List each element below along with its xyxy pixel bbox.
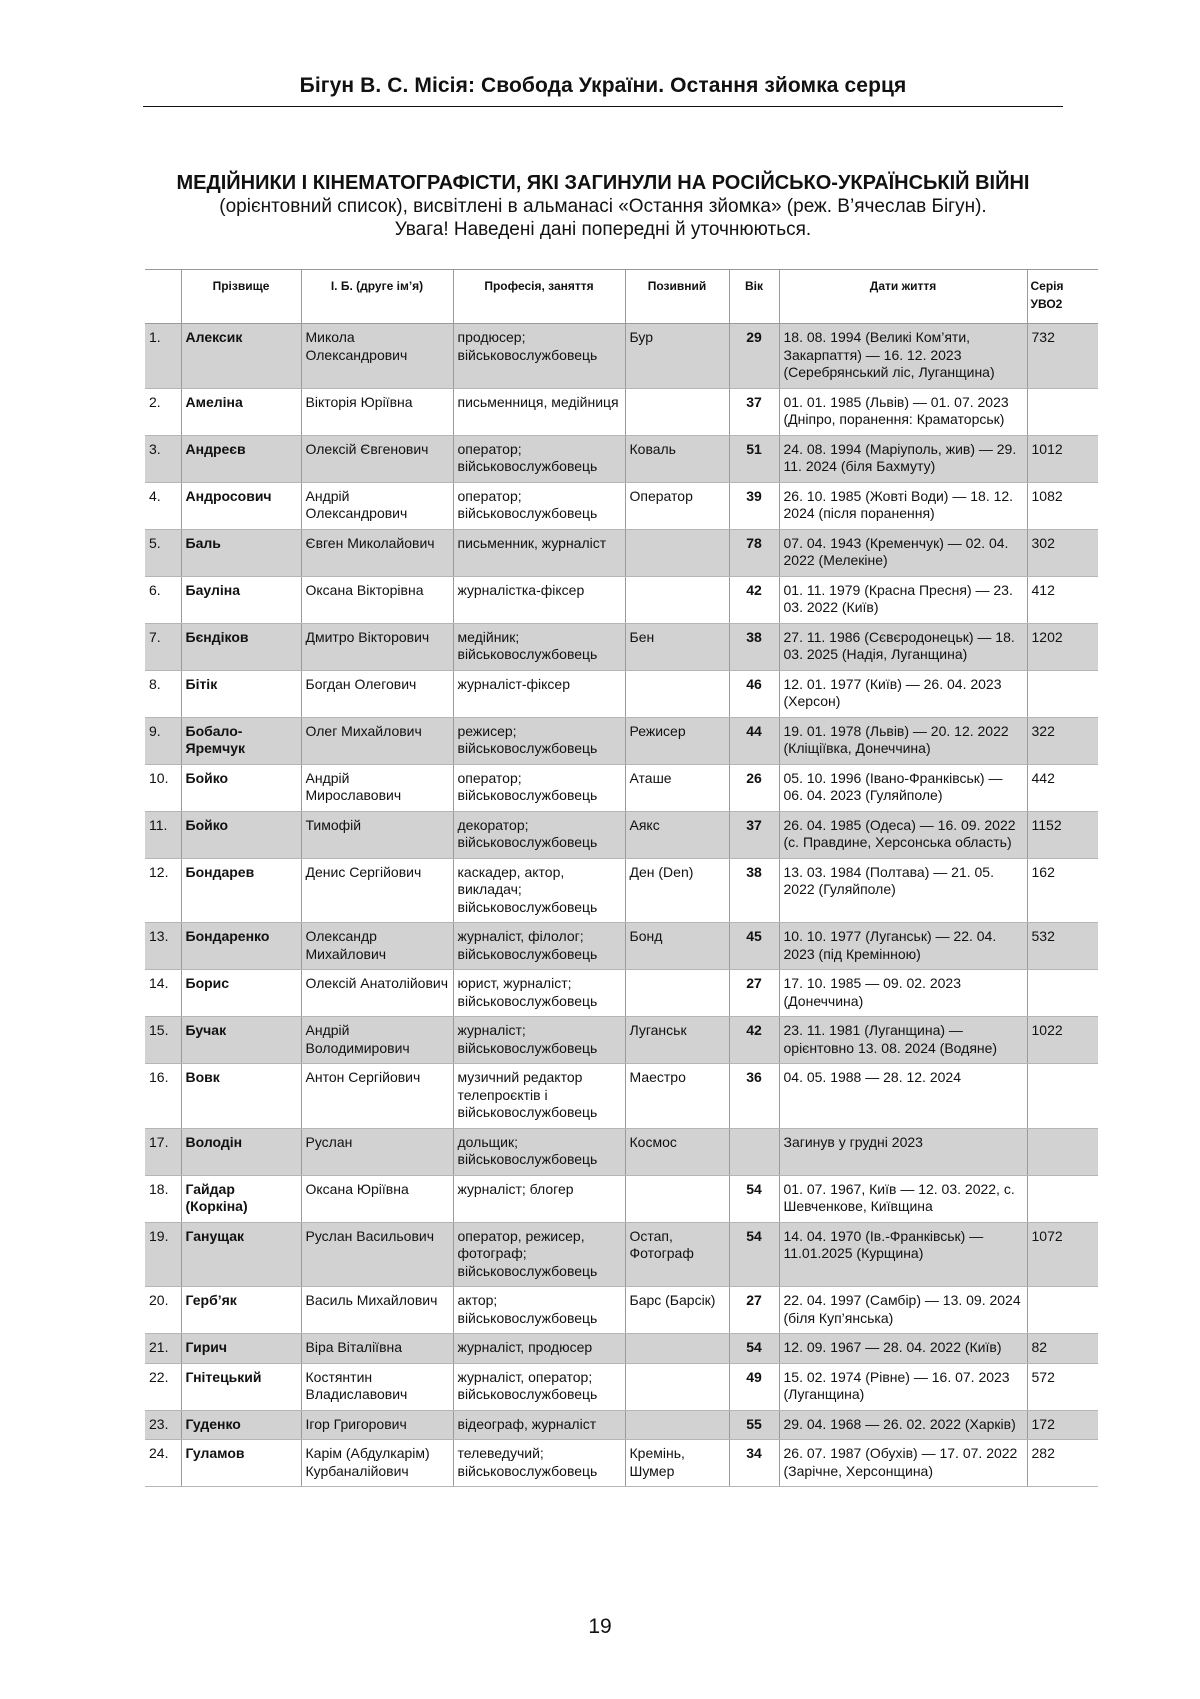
- callsign-cell: Барс (Барсік): [625, 1287, 729, 1334]
- series-cell: 1152: [1027, 811, 1098, 858]
- life-dates-cell: 01. 11. 1979 (Красна Пресня) — 23. 03. 2022 (Київ): [779, 576, 1027, 623]
- surname-cell: Володін: [181, 1128, 301, 1175]
- life-dates-cell: 29. 04. 1968 — 26. 02. 2022 (Харків): [779, 1410, 1027, 1440]
- row-number: 16.: [145, 1064, 181, 1129]
- given-name-cell: Руслан: [301, 1128, 453, 1175]
- life-dates-cell: 01. 01. 1985 (Львів) — 01. 07. 2023 (Дніпро, поранення: Краматорськ): [779, 388, 1027, 435]
- surname-cell: Алексик: [181, 324, 301, 389]
- table-row: [145, 324, 1098, 389]
- surname-cell: Гайдар (Коркіна): [181, 1175, 301, 1222]
- row-number: 22.: [145, 1363, 181, 1410]
- age-cell: 38: [729, 623, 779, 670]
- surname-cell: Герб’як: [181, 1287, 301, 1334]
- age-cell: 54: [729, 1334, 779, 1364]
- surname-cell: Бітік: [181, 670, 301, 717]
- given-name-cell: Денис Сергійович: [301, 858, 453, 923]
- callsign-cell: Кремінь, Шумер: [625, 1440, 729, 1487]
- series-cell: 1022: [1027, 1017, 1098, 1064]
- age-cell: 42: [729, 576, 779, 623]
- table-row: [145, 1287, 1098, 1334]
- given-name-cell: Руслан Васильович: [301, 1222, 453, 1287]
- header-num: [145, 270, 181, 324]
- surname-cell: Гнітецький: [181, 1363, 301, 1410]
- life-dates-cell: 24. 08. 1994 (Маріуполь, жив) — 29. 11. 2024 (біля Бахмуту): [779, 435, 1027, 482]
- surname-cell: Гирич: [181, 1334, 301, 1364]
- table-row: [145, 1410, 1098, 1440]
- row-number: 3.: [145, 435, 181, 482]
- surname-cell: Бойко: [181, 811, 301, 858]
- given-name-cell: Тимофій: [301, 811, 453, 858]
- age-cell: 38: [729, 858, 779, 923]
- age-cell: 49: [729, 1363, 779, 1410]
- row-number: 23.: [145, 1410, 181, 1440]
- row-number: 13.: [145, 923, 181, 970]
- row-number: 11.: [145, 811, 181, 858]
- table-row: [145, 1440, 1098, 1487]
- age-cell: 34: [729, 1440, 779, 1487]
- life-dates-cell: 23. 11. 1981 (Луганщина) — орієнтовно 13. 08. 2024 (Водяне): [779, 1017, 1027, 1064]
- callsign-cell: Аташе: [625, 764, 729, 811]
- life-dates-cell: 15. 02. 1974 (Рівне) — 16. 07. 2023 (Луганщина): [779, 1363, 1027, 1410]
- row-number: 15.: [145, 1017, 181, 1064]
- surname-cell: Гуламов: [181, 1440, 301, 1487]
- callsign-cell: Космос: [625, 1128, 729, 1175]
- life-dates-cell: 19. 01. 1978 (Львів) — 20. 12. 2022 (Кліщіївка, Донеччина): [779, 717, 1027, 764]
- series-cell: [1027, 1064, 1098, 1129]
- table-row: [145, 576, 1098, 623]
- row-number: 24.: [145, 1440, 181, 1487]
- table-row: [145, 764, 1098, 811]
- callsign-cell: [625, 1334, 729, 1364]
- age-cell: 54: [729, 1175, 779, 1222]
- table-header-row: [145, 270, 1098, 324]
- header-age: Вік: [729, 270, 779, 324]
- callsign-cell: [625, 388, 729, 435]
- row-number: 7.: [145, 623, 181, 670]
- memorial-table: [145, 269, 1098, 1487]
- profession-cell: відеограф, журналіст: [453, 1410, 625, 1440]
- row-number: 12.: [145, 858, 181, 923]
- given-name-cell: Ігор Григорович: [301, 1410, 453, 1440]
- profession-cell: музичний редактор телепроєктів і військовослужбовець: [453, 1064, 625, 1129]
- series-cell: 442: [1027, 764, 1098, 811]
- profession-cell: режисер; військовослужбовець: [453, 717, 625, 764]
- series-cell: 412: [1027, 576, 1098, 623]
- life-dates-cell: 13. 03. 1984 (Полтава) — 21. 05. 2022 (Гуляйполе): [779, 858, 1027, 923]
- given-name-cell: Карім (Абдулкарім) Курбаналійович: [301, 1440, 453, 1487]
- row-number: 2.: [145, 388, 181, 435]
- table-body: [145, 324, 1098, 1487]
- series-cell: 82: [1027, 1334, 1098, 1364]
- profession-cell: телеведучий; військовослужбовець: [453, 1440, 625, 1487]
- header-series: Серія УВО2: [1027, 270, 1098, 324]
- surname-cell: Бондарев: [181, 858, 301, 923]
- profession-cell: юрист, журналіст; військовослужбовець: [453, 970, 625, 1017]
- given-name-cell: Богдан Олегович: [301, 670, 453, 717]
- surname-cell: Ганущак: [181, 1222, 301, 1287]
- series-cell: 282: [1027, 1440, 1098, 1487]
- life-dates-cell: Загинув у грудні 2023: [779, 1128, 1027, 1175]
- profession-cell: продюсер; військовослужбовець: [453, 324, 625, 389]
- table-row: [145, 529, 1098, 576]
- series-cell: [1027, 670, 1098, 717]
- series-cell: 162: [1027, 858, 1098, 923]
- profession-cell: журналіст; військовослужбовець: [453, 1017, 625, 1064]
- given-name-cell: Антон Сергійович: [301, 1064, 453, 1129]
- running-head: Бігун В. С. Місія: Свобода України. Остання зйомка серця: [299, 74, 907, 97]
- header-dates: Дати життя: [779, 270, 1027, 324]
- profession-cell: журналіст, продюсер: [453, 1334, 625, 1364]
- surname-cell: Бєндіков: [181, 623, 301, 670]
- age-cell: 37: [729, 811, 779, 858]
- life-dates-cell: 26. 04. 1985 (Одеса) — 16. 09. 2022 (с. Правдине, Херсонська область): [779, 811, 1027, 858]
- table-row: [145, 811, 1098, 858]
- life-dates-cell: 26. 07. 1987 (Обухів) — 17. 07. 2022 (Зарічне, Херсонщина): [779, 1440, 1027, 1487]
- table-row: [145, 1017, 1098, 1064]
- row-number: 21.: [145, 1334, 181, 1364]
- given-name-cell: Андрій Олександрович: [301, 482, 453, 529]
- life-dates-cell: 05. 10. 1996 (Івано-Франківськ) — 06. 04. 2023 (Гуляйполе): [779, 764, 1027, 811]
- header-rule: [143, 106, 1063, 107]
- given-name-cell: Олег Михайлович: [301, 717, 453, 764]
- row-number: 19.: [145, 1222, 181, 1287]
- series-cell: 572: [1027, 1363, 1098, 1410]
- surname-cell: Бобало-Яремчук: [181, 717, 301, 764]
- table-row: [145, 1334, 1098, 1364]
- callsign-cell: [625, 1410, 729, 1440]
- row-number: 8.: [145, 670, 181, 717]
- age-cell: 51: [729, 435, 779, 482]
- age-cell: 54: [729, 1222, 779, 1287]
- series-cell: [1027, 1175, 1098, 1222]
- table-row: [145, 717, 1098, 764]
- table-row: [145, 388, 1098, 435]
- table-row: [145, 623, 1098, 670]
- callsign-cell: Режисер: [625, 717, 729, 764]
- title-line-2: (орієнтовний список), висвітлені в альманасі «Остання зйомка» (реж. В’ячеслав Бігун).: [219, 196, 987, 217]
- series-cell: 532: [1027, 923, 1098, 970]
- title-line-3: Увага! Наведені дані попередні й уточнюються.: [394, 219, 812, 240]
- callsign-cell: [625, 576, 729, 623]
- surname-cell: Андросович: [181, 482, 301, 529]
- surname-cell: Бойко: [181, 764, 301, 811]
- given-name-cell: Євген Миколайович: [301, 529, 453, 576]
- profession-cell: медійник; військовослужбовець: [453, 623, 625, 670]
- life-dates-cell: 10. 10. 1977 (Луганськ) — 22. 04. 2023 (під Кремінною): [779, 923, 1027, 970]
- age-cell: 36: [729, 1064, 779, 1129]
- age-cell: 44: [729, 717, 779, 764]
- table-row: [145, 1128, 1098, 1175]
- callsign-cell: Оператор: [625, 482, 729, 529]
- given-name-cell: Оксана Вікторівна: [301, 576, 453, 623]
- surname-cell: Гуденко: [181, 1410, 301, 1440]
- profession-cell: журналіст, оператор; військовослужбовець: [453, 1363, 625, 1410]
- life-dates-cell: 07. 04. 1943 (Кременчук) — 02. 04. 2022 (Мелекіне): [779, 529, 1027, 576]
- callsign-cell: Луганськ: [625, 1017, 729, 1064]
- callsign-cell: Бур: [625, 324, 729, 389]
- life-dates-cell: 12. 09. 1967 — 28. 04. 2022 (Київ): [779, 1334, 1027, 1364]
- profession-cell: журналіст; блогер: [453, 1175, 625, 1222]
- callsign-cell: Аякс: [625, 811, 729, 858]
- header-surname: Прізвище: [181, 270, 301, 324]
- table-row: [145, 970, 1098, 1017]
- given-name-cell: Вікторія Юріївна: [301, 388, 453, 435]
- age-cell: 39: [729, 482, 779, 529]
- series-cell: 732: [1027, 324, 1098, 389]
- series-cell: 1202: [1027, 623, 1098, 670]
- age-cell: 45: [729, 923, 779, 970]
- row-number: 20.: [145, 1287, 181, 1334]
- callsign-cell: Ден (Den): [625, 858, 729, 923]
- profession-cell: декоратор; військовослужбовець: [453, 811, 625, 858]
- age-cell: 27: [729, 1287, 779, 1334]
- age-cell: 29: [729, 324, 779, 389]
- given-name-cell: Дмитро Вікторович: [301, 623, 453, 670]
- profession-cell: дольщик; військовослужбовець: [453, 1128, 625, 1175]
- series-cell: [1027, 1287, 1098, 1334]
- series-cell: 302: [1027, 529, 1098, 576]
- page-number: 19: [588, 1615, 612, 1638]
- age-cell: 78: [729, 529, 779, 576]
- life-dates-cell: 14. 04. 1970 (Ів.-Франківськ) — 11.01.2025 (Курщина): [779, 1222, 1027, 1287]
- row-number: 14.: [145, 970, 181, 1017]
- life-dates-cell: 27. 11. 1986 (Сєвєродонецьк) — 18. 03. 2025 (Надія, Луганщина): [779, 623, 1027, 670]
- row-number: 6.: [145, 576, 181, 623]
- given-name-cell: Олександр Михайлович: [301, 923, 453, 970]
- given-name-cell: Микола Олександрович: [301, 324, 453, 389]
- callsign-cell: [625, 970, 729, 1017]
- surname-cell: Баль: [181, 529, 301, 576]
- given-name-cell: Василь Михайлович: [301, 1287, 453, 1334]
- series-cell: 1012: [1027, 435, 1098, 482]
- callsign-cell: Коваль: [625, 435, 729, 482]
- table-row: [145, 1363, 1098, 1410]
- given-name-cell: Оксана Юріївна: [301, 1175, 453, 1222]
- table-row: [145, 1175, 1098, 1222]
- table-row: [145, 858, 1098, 923]
- life-dates-cell: 01. 07. 1967, Київ — 12. 03. 2022, с. Шевченкове, Київщина: [779, 1175, 1027, 1222]
- age-cell: 55: [729, 1410, 779, 1440]
- callsign-cell: [625, 670, 729, 717]
- table-row: [145, 1064, 1098, 1129]
- title-line-1: МЕДІЙНИКИ І КІНЕМАТОГРАФІСТИ, ЯКІ ЗАГИНУЛИ НА РОСІЙСЬКО-УКРАЇНСЬКІЙ ВІЙНІ: [176, 172, 1030, 194]
- callsign-cell: Маестро: [625, 1064, 729, 1129]
- row-number: 1.: [145, 324, 181, 389]
- age-cell: 42: [729, 1017, 779, 1064]
- surname-cell: Бауліна: [181, 576, 301, 623]
- life-dates-cell: 04. 05. 1988 — 28. 12. 2024: [779, 1064, 1027, 1129]
- series-cell: [1027, 1128, 1098, 1175]
- profession-cell: письменник, журналіст: [453, 529, 625, 576]
- life-dates-cell: 22. 04. 1997 (Самбір) — 13. 09. 2024 (біля Куп’янська): [779, 1287, 1027, 1334]
- profession-cell: каскадер, актор, викладач; військовослужбовець: [453, 858, 625, 923]
- life-dates-cell: 12. 01. 1977 (Київ) — 26. 04. 2023 (Херсон): [779, 670, 1027, 717]
- callsign-cell: Бонд: [625, 923, 729, 970]
- series-cell: 1082: [1027, 482, 1098, 529]
- callsign-cell: Остап, Фотограф: [625, 1222, 729, 1287]
- series-cell: 322: [1027, 717, 1098, 764]
- given-name-cell: Віра Віталіївна: [301, 1334, 453, 1364]
- profession-cell: журналістка-фіксер: [453, 576, 625, 623]
- series-cell: 172: [1027, 1410, 1098, 1440]
- series-cell: 1072: [1027, 1222, 1098, 1287]
- profession-cell: журналіст, філолог; військовослужбовець: [453, 923, 625, 970]
- header-name: І. Б. (друге ім’я): [301, 270, 453, 324]
- row-number: 10.: [145, 764, 181, 811]
- life-dates-cell: 18. 08. 1994 (Великі Ком’яти, Закарпаття) — 16. 12. 2023 (Серебрянський ліс, Луганщина): [779, 324, 1027, 389]
- age-cell: 26: [729, 764, 779, 811]
- row-number: 18.: [145, 1175, 181, 1222]
- surname-cell: Бондаренко: [181, 923, 301, 970]
- header-profession: Професія, заняття: [453, 270, 625, 324]
- age-cell: 27: [729, 970, 779, 1017]
- life-dates-cell: 26. 10. 1985 (Жовті Води) — 18. 12. 2024 (після поранення): [779, 482, 1027, 529]
- profession-cell: оператор; військовослужбовець: [453, 435, 625, 482]
- given-name-cell: Олексій Анатолійович: [301, 970, 453, 1017]
- callsign-cell: [625, 529, 729, 576]
- callsign-cell: [625, 1363, 729, 1410]
- table-row: [145, 923, 1098, 970]
- age-cell: 37: [729, 388, 779, 435]
- surname-cell: Бучак: [181, 1017, 301, 1064]
- callsign-cell: Бен: [625, 623, 729, 670]
- table-row: [145, 1222, 1098, 1287]
- row-number: 17.: [145, 1128, 181, 1175]
- table-row: [145, 670, 1098, 717]
- surname-cell: Вовк: [181, 1064, 301, 1129]
- given-name-cell: Костянтин Владиславович: [301, 1363, 453, 1410]
- callsign-cell: [625, 1175, 729, 1222]
- age-cell: [729, 1128, 779, 1175]
- profession-cell: оператор, режисер, фотограф; військовослужбовець: [453, 1222, 625, 1287]
- profession-cell: письменниця, медійниця: [453, 388, 625, 435]
- profession-cell: оператор; військовослужбовець: [453, 482, 625, 529]
- profession-cell: актор; військовослужбовець: [453, 1287, 625, 1334]
- series-cell: [1027, 388, 1098, 435]
- series-cell: [1027, 970, 1098, 1017]
- profession-cell: журналіст-фіксер: [453, 670, 625, 717]
- row-number: 5.: [145, 529, 181, 576]
- given-name-cell: Андрій Мирославович: [301, 764, 453, 811]
- document-title: [143, 172, 1063, 241]
- surname-cell: Борис: [181, 970, 301, 1017]
- life-dates-cell: 17. 10. 1985 — 09. 02. 2023 (Донеччина): [779, 970, 1027, 1017]
- row-number: 4.: [145, 482, 181, 529]
- profession-cell: оператор; військовослужбовець: [453, 764, 625, 811]
- memorial-table-container: [145, 269, 1098, 1487]
- surname-cell: Андреєв: [181, 435, 301, 482]
- table-row: [145, 435, 1098, 482]
- row-number: 9.: [145, 717, 181, 764]
- table-row: [145, 482, 1098, 529]
- given-name-cell: Андрій Володимирович: [301, 1017, 453, 1064]
- given-name-cell: Олексій Євгенович: [301, 435, 453, 482]
- header-callsign: Позивний: [625, 270, 729, 324]
- age-cell: 46: [729, 670, 779, 717]
- surname-cell: Амеліна: [181, 388, 301, 435]
